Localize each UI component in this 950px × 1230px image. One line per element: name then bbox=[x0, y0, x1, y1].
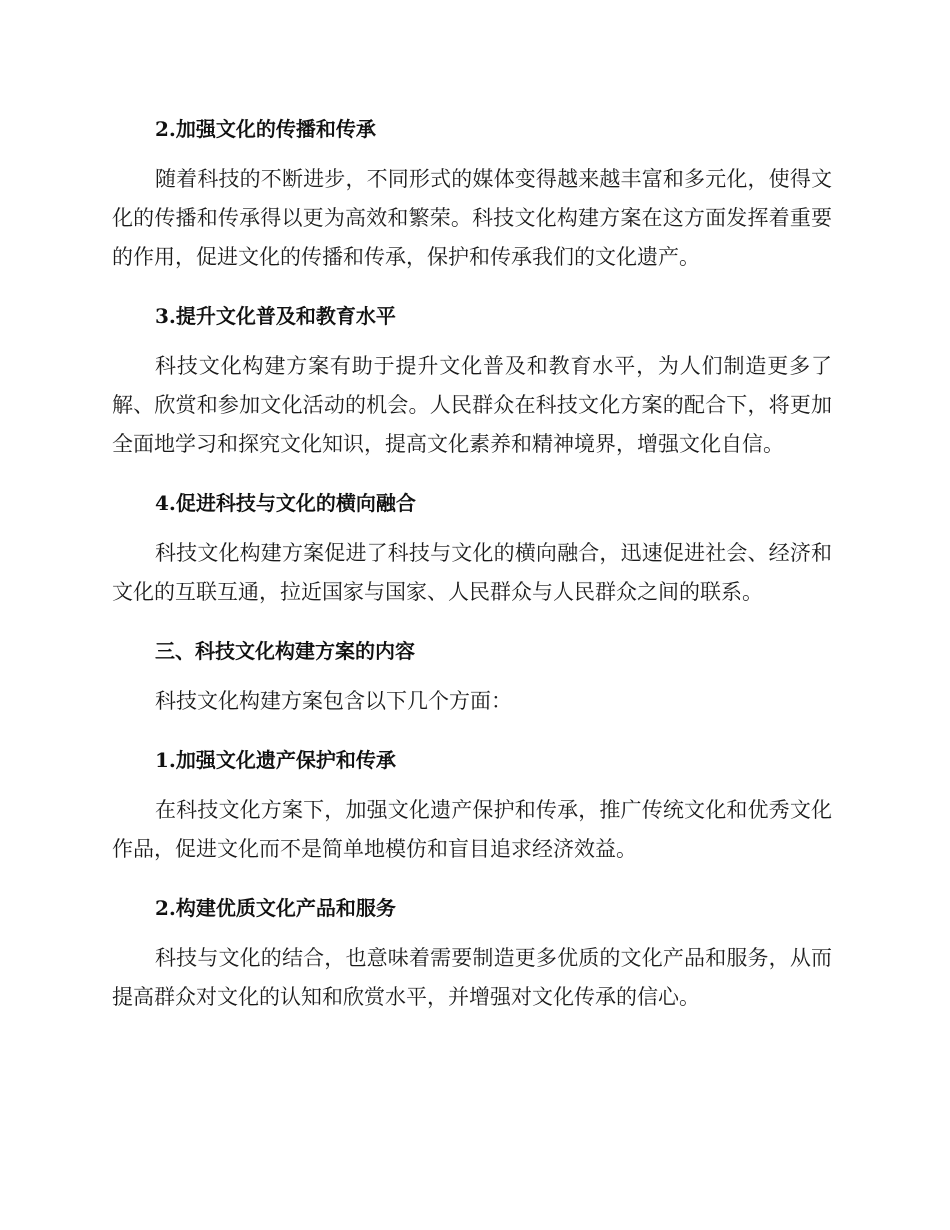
section-heading-3-education: 3.提升文化普及和教育水平 bbox=[155, 304, 396, 328]
chapter-heading-content: 三、科技文化构建方案的内容 bbox=[155, 639, 415, 663]
section-heading-2-products: 2.构建优质文化产品和服务 bbox=[155, 896, 396, 920]
section-paragraph-3-education: 科技文化构建方案有助于提升文化普及和教育水平，为人们制造更多了解、欣赏和参加文化活动的机会。人民群众在科技文化方案的配合下，将更加全面地学习和探究文化知识，提高文化素养和精神境界，增强文化自信。 bbox=[112, 354, 832, 456]
section-paragraph-4-integration: 科技文化构建方案促进了科技与文化的横向融合，迅速促进社会、经济和文化的互联互通，拉近国家与国家、人民群众与人民群众之间的联系。 bbox=[112, 541, 832, 604]
section-heading-1-heritage: 1.加强文化遗产保护和传承 bbox=[155, 748, 396, 772]
section-heading-2-spread: 2.加强文化的传播和传承 bbox=[155, 117, 376, 141]
chapter-intro-paragraph: 科技文化构建方案包含以下几个方面： bbox=[155, 689, 512, 713]
document-page bbox=[112, 106, 832, 1017]
section-heading-4-integration: 4.促进科技与文化的横向融合 bbox=[155, 491, 416, 515]
section-paragraph-2-products: 科技与文化的结合，也意味着需要制造更多优质的文化产品和服务，从而提高群众对文化的认知和欣赏水平，并增强对文化传承的信心。 bbox=[112, 946, 832, 1009]
section-paragraph-1-heritage: 在科技文化方案下，加强文化遗产保护和传承，推广传统文化和优秀文化作品，促进文化而不是简单地模仿和盲目追求经济效益。 bbox=[112, 798, 832, 861]
section-paragraph-2-spread: 随着科技的不断进步，不同形式的媒体变得越来越丰富和多元化，使得文化的传播和传承得以更为高效和繁荣。科技文化构建方案在这方面发挥着重要的作用，促进文化的传播和传承，保护和传承我们的文化遗产。 bbox=[112, 167, 832, 269]
